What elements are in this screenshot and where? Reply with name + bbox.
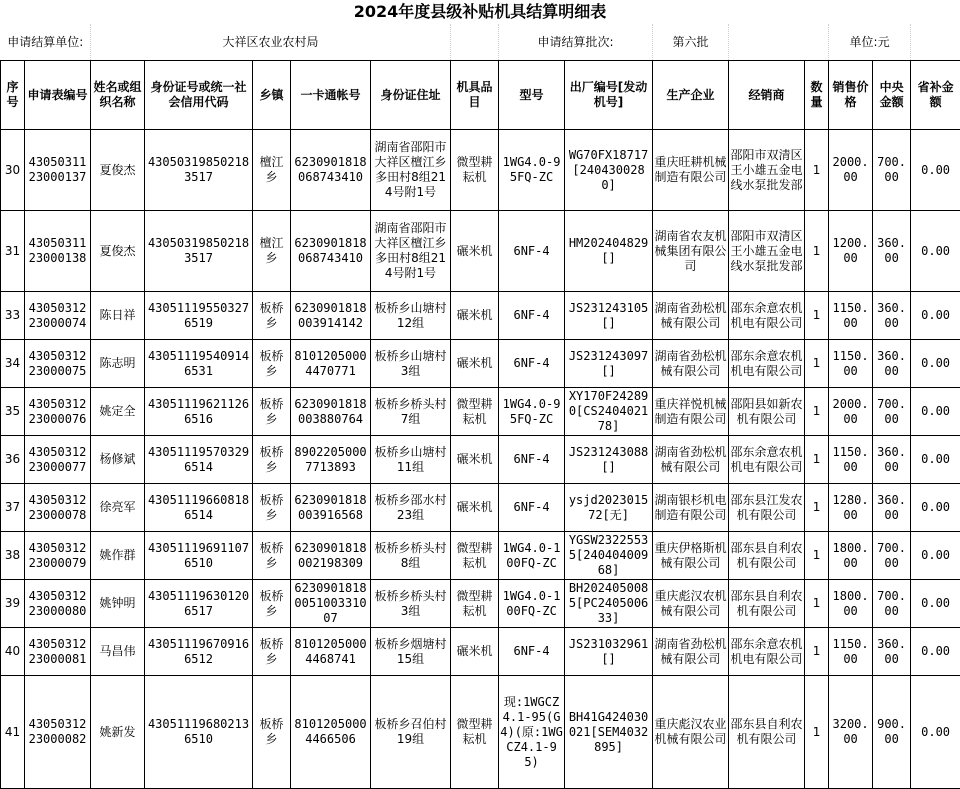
cell-card: 6230901818068743410 [291, 211, 371, 292]
cell-province: 0.00 [911, 580, 960, 628]
cell-town: 板桥乡 [253, 436, 291, 484]
header-model: 型号 [499, 61, 565, 130]
cell-model: 6NF-4 [499, 436, 565, 484]
cell-maker: 湖南省劲松机械有限公司 [653, 340, 729, 388]
cell-address: 板桥乡邵水村23组 [371, 484, 451, 532]
cell-central: 360.00 [873, 628, 911, 676]
header-item: 机具品目 [451, 61, 499, 130]
cell-central: 360.00 [873, 436, 911, 484]
cell-dealer: 邵东余意农机机电有限公司 [729, 436, 805, 484]
cell-province: 0.00 [911, 292, 960, 340]
cell-id-no: 430511196301206517 [145, 580, 253, 628]
cell-maker: 湖南省劲松机械有限公司 [653, 436, 729, 484]
meta-blank-1 [451, 24, 499, 61]
cell-seq: 30 [1, 130, 25, 211]
cell-province: 0.00 [911, 436, 960, 484]
cell-qty: 1 [805, 580, 829, 628]
cell-seq: 35 [1, 388, 25, 436]
cell-serial: JS231243088[] [565, 436, 653, 484]
cell-item: 碾米机 [451, 484, 499, 532]
cell-name: 姚新发 [91, 676, 145, 789]
cell-serial: BH41G424030021[SEM4032895] [565, 676, 653, 789]
cell-province: 0.00 [911, 532, 960, 580]
cell-dealer: 邵东县江发农机有限公司 [729, 484, 805, 532]
table-row [1, 628, 960, 676]
cell-app-no: 4305031123000138 [25, 211, 91, 292]
table-row [1, 436, 960, 484]
cell-address: 板桥乡山塘村12组 [371, 292, 451, 340]
cell-model: 6NF-4 [499, 484, 565, 532]
cell-id-no: 430511195503276519 [145, 292, 253, 340]
cell-central: 700.00 [873, 130, 911, 211]
cell-price: 1800.00 [829, 580, 873, 628]
cell-central: 700.00 [873, 532, 911, 580]
cell-town: 檀江乡 [253, 130, 291, 211]
cell-card: 81012050004466506 [291, 676, 371, 789]
cell-item: 碾米机 [451, 340, 499, 388]
cell-serial: BH2024050085[PC240500633] [565, 580, 653, 628]
table-row [1, 388, 960, 436]
cell-town: 板桥乡 [253, 628, 291, 676]
cell-model: 6NF-4 [499, 211, 565, 292]
cell-price: 1800.00 [829, 532, 873, 580]
cell-dealer: 邵东县自利农机有限公司 [729, 580, 805, 628]
header-province: 省补金额 [911, 61, 960, 130]
cell-price: 1150.00 [829, 340, 873, 388]
cell-id-no: 430503198502183517 [145, 130, 253, 211]
cell-id-no: 430511196709166512 [145, 628, 253, 676]
cell-card: 6230901818068743410 [291, 130, 371, 211]
cell-seq: 40 [1, 628, 25, 676]
cell-price: 1150.00 [829, 292, 873, 340]
cell-maker: 重庆伊格斯机械有限公司 [653, 532, 729, 580]
cell-serial: JS231243105[] [565, 292, 653, 340]
cell-central: 360.00 [873, 292, 911, 340]
cell-central: 700.00 [873, 388, 911, 436]
cell-model: 1WG4.0-95FQ-ZC [499, 130, 565, 211]
cell-name: 陈日祥 [91, 292, 145, 340]
cell-seq: 33 [1, 292, 25, 340]
applicant-value: 大祥区农业农村局 [91, 24, 451, 61]
meta-row [1, 24, 960, 61]
cell-model: 1WG4.0-100FQ-ZC [499, 580, 565, 628]
cell-app-no: 4305031223000074 [25, 292, 91, 340]
cell-qty: 1 [805, 388, 829, 436]
cell-model: 1WG4.0-100FQ-ZC [499, 532, 565, 580]
cell-item: 微型耕耘机 [451, 130, 499, 211]
header-qty: 数量 [805, 61, 829, 130]
cell-dealer: 邵东余意农机机电有限公司 [729, 628, 805, 676]
cell-id-no: 430511196802136510 [145, 676, 253, 789]
cell-address: 板桥乡山塘村3组 [371, 340, 451, 388]
cell-address: 板桥乡烟塘村15组 [371, 628, 451, 676]
cell-app-no: 4305031223000077 [25, 436, 91, 484]
table-row [1, 484, 960, 532]
cell-central: 700.00 [873, 580, 911, 628]
cell-dealer: 邵东县自利农机有限公司 [729, 676, 805, 789]
table-row [1, 292, 960, 340]
cell-maker: 重庆旺耕机械制造有限公司 [653, 130, 729, 211]
cell-qty: 1 [805, 130, 829, 211]
unit-label: 单位:元 [829, 24, 911, 61]
header-card: 一卡通帐号 [291, 61, 371, 130]
cell-card: 6230901818003880764 [291, 388, 371, 436]
table-row [1, 676, 960, 789]
header-address: 身份证住址 [371, 61, 451, 130]
applicant-label: 申请结算单位: [1, 24, 91, 61]
cell-qty: 1 [805, 211, 829, 292]
header-name: 姓名或组织名称 [91, 61, 145, 130]
cell-qty: 1 [805, 628, 829, 676]
cell-town: 板桥乡 [253, 676, 291, 789]
cell-app-no: 4305031223000075 [25, 340, 91, 388]
cell-dealer: 邵东余意农机机电有限公司 [729, 340, 805, 388]
cell-id-no: 430511196211266516 [145, 388, 253, 436]
cell-maker: 重庆彪汉农业机械有限公司 [653, 676, 729, 789]
cell-model: 1WG4.0-95FQ-ZC [499, 388, 565, 436]
cell-item: 碾米机 [451, 436, 499, 484]
header-serial: 出厂编号[发动机号] [565, 61, 653, 130]
cell-card: 6230901818002198309 [291, 532, 371, 580]
cell-maker: 湖南银杉机电制造有限公司 [653, 484, 729, 532]
cell-price: 1200.00 [829, 211, 873, 292]
cell-seq: 36 [1, 436, 25, 484]
cell-app-no: 4305031223000079 [25, 532, 91, 580]
cell-name: 夏俊杰 [91, 130, 145, 211]
cell-name: 姚作群 [91, 532, 145, 580]
cell-province: 0.00 [911, 676, 960, 789]
cell-seq: 34 [1, 340, 25, 388]
cell-dealer: 邵东余意农机机电有限公司 [729, 292, 805, 340]
cell-qty: 1 [805, 484, 829, 532]
cell-address: 板桥乡召伯村19组 [371, 676, 451, 789]
cell-qty: 1 [805, 676, 829, 789]
header-row [1, 61, 960, 130]
cell-province: 0.00 [911, 628, 960, 676]
cell-province: 0.00 [911, 484, 960, 532]
cell-item: 微型耕耘机 [451, 532, 499, 580]
cell-id-no: 430511195409146531 [145, 340, 253, 388]
cell-address: 湖南省邵阳市大祥区檀江乡多田村8组214号附1号 [371, 211, 451, 292]
cell-qty: 1 [805, 532, 829, 580]
cell-name: 姚定全 [91, 388, 145, 436]
header-town: 乡镇 [253, 61, 291, 130]
cell-price: 2000.00 [829, 388, 873, 436]
cell-dealer: 邵阳县如新农机有限公司 [729, 388, 805, 436]
cell-item: 碾米机 [451, 211, 499, 292]
cell-card: 89022050007713893 [291, 436, 371, 484]
cell-town: 板桥乡 [253, 484, 291, 532]
header-seq: 序号 [1, 61, 25, 130]
cell-model: 现:1WGCZ4.1-95(G4)(原:1WGCZ4.1-95) [499, 676, 565, 789]
cell-card: 81012050004470771 [291, 340, 371, 388]
header-price: 销售价格 [829, 61, 873, 130]
cell-card: 6230901818003914142 [291, 292, 371, 340]
cell-item: 微型耕耘机 [451, 388, 499, 436]
cell-serial: JS231243097[] [565, 340, 653, 388]
cell-address: 湖南省邵阳市大祥区檀江乡多田村8组214号附1号 [371, 130, 451, 211]
header-dealer: 经销商 [729, 61, 805, 130]
cell-maker: 湖南省劲松机械有限公司 [653, 628, 729, 676]
cell-serial: YGSW23225535[24040400968] [565, 532, 653, 580]
cell-price: 1150.00 [829, 436, 873, 484]
cell-province: 0.00 [911, 340, 960, 388]
cell-card: 6230901818005100331007 [291, 580, 371, 628]
cell-id-no: 430511195703296514 [145, 436, 253, 484]
cell-province: 0.00 [911, 211, 960, 292]
cell-town: 板桥乡 [253, 532, 291, 580]
cell-name: 陈志明 [91, 340, 145, 388]
cell-id-no: 430503198502183517 [145, 211, 253, 292]
cell-seq: 31 [1, 211, 25, 292]
meta-blank-2 [729, 24, 829, 61]
cell-maker: 重庆彪汉农机械有限公司 [653, 580, 729, 628]
cell-dealer: 邵东县自利农机有限公司 [729, 532, 805, 580]
cell-item: 微型耕耘机 [451, 580, 499, 628]
header-id-no: 身份证号或统一社会信用代码 [145, 61, 253, 130]
cell-address: 板桥乡桥头村8组 [371, 532, 451, 580]
cell-price: 1280.00 [829, 484, 873, 532]
meta-blank-3 [911, 24, 960, 61]
cell-address: 板桥乡山塘村11组 [371, 436, 451, 484]
cell-app-no: 4305031223000076 [25, 388, 91, 436]
cell-province: 0.00 [911, 388, 960, 436]
cell-price: 1150.00 [829, 628, 873, 676]
cell-serial: HM202404829[] [565, 211, 653, 292]
cell-name: 马昌伟 [91, 628, 145, 676]
cell-town: 板桥乡 [253, 388, 291, 436]
document-title: 2024年度县级补贴机具结算明细表 [0, 0, 960, 24]
cell-seq: 38 [1, 532, 25, 580]
cell-address: 板桥乡桥头村3组 [371, 580, 451, 628]
cell-price: 2000.00 [829, 130, 873, 211]
cell-town: 板桥乡 [253, 580, 291, 628]
cell-maker: 湖南省农友机械集团有限公司 [653, 211, 729, 292]
cell-town: 檀江乡 [253, 211, 291, 292]
cell-seq: 37 [1, 484, 25, 532]
cell-name: 姚钟明 [91, 580, 145, 628]
header-maker: 生产企业 [653, 61, 729, 130]
cell-central: 360.00 [873, 340, 911, 388]
header-app-no: 申请表编号 [25, 61, 91, 130]
table-row [1, 211, 960, 292]
cell-address: 板桥乡桥头村7组 [371, 388, 451, 436]
cell-item: 微型耕耘机 [451, 676, 499, 789]
table-row [1, 130, 960, 211]
cell-app-no: 4305031223000082 [25, 676, 91, 789]
cell-serial: XY170F242890[CS240402178] [565, 388, 653, 436]
cell-model: 6NF-4 [499, 340, 565, 388]
table-row [1, 580, 960, 628]
cell-dealer: 邵阳市双清区王小雄五金电线水泵批发部 [729, 211, 805, 292]
table-row [1, 340, 960, 388]
cell-app-no: 4305031123000137 [25, 130, 91, 211]
cell-seq: 39 [1, 580, 25, 628]
cell-app-no: 4305031223000081 [25, 628, 91, 676]
cell-app-no: 4305031223000078 [25, 484, 91, 532]
cell-seq: 41 [1, 676, 25, 789]
cell-central: 900.00 [873, 676, 911, 789]
cell-maker: 重庆祥悦机械制造有限公司 [653, 388, 729, 436]
cell-model: 6NF-4 [499, 628, 565, 676]
batch-value: 第六批 [653, 24, 729, 61]
cell-id-no: 430511196911076510 [145, 532, 253, 580]
cell-qty: 1 [805, 292, 829, 340]
settlement-table [0, 24, 960, 789]
cell-central: 360.00 [873, 211, 911, 292]
cell-name: 徐亮军 [91, 484, 145, 532]
cell-serial: JS231032961[] [565, 628, 653, 676]
batch-label: 申请结算批次: [499, 24, 653, 61]
cell-app-no: 4305031223000080 [25, 580, 91, 628]
cell-name: 杨修斌 [91, 436, 145, 484]
cell-serial: ysjd202301572[无] [565, 484, 653, 532]
table-row [1, 532, 960, 580]
cell-model: 6NF-4 [499, 292, 565, 340]
cell-maker: 湖南省劲松机械有限公司 [653, 292, 729, 340]
cell-id-no: 430511196608186514 [145, 484, 253, 532]
cell-card: 6230901818003916568 [291, 484, 371, 532]
cell-price: 3200.00 [829, 676, 873, 789]
cell-dealer: 邵阳市双清区王小雄五金电线水泵批发部 [729, 130, 805, 211]
cell-province: 0.00 [911, 130, 960, 211]
cell-name: 夏俊杰 [91, 211, 145, 292]
cell-qty: 1 [805, 436, 829, 484]
cell-serial: WG70FX18717[2404300280] [565, 130, 653, 211]
cell-central: 360.00 [873, 484, 911, 532]
cell-town: 板桥乡 [253, 340, 291, 388]
cell-qty: 1 [805, 340, 829, 388]
cell-town: 板桥乡 [253, 292, 291, 340]
header-central: 中央金额 [873, 61, 911, 130]
cell-card: 81012050004468741 [291, 628, 371, 676]
cell-item: 碾米机 [451, 628, 499, 676]
cell-item: 碾米机 [451, 292, 499, 340]
